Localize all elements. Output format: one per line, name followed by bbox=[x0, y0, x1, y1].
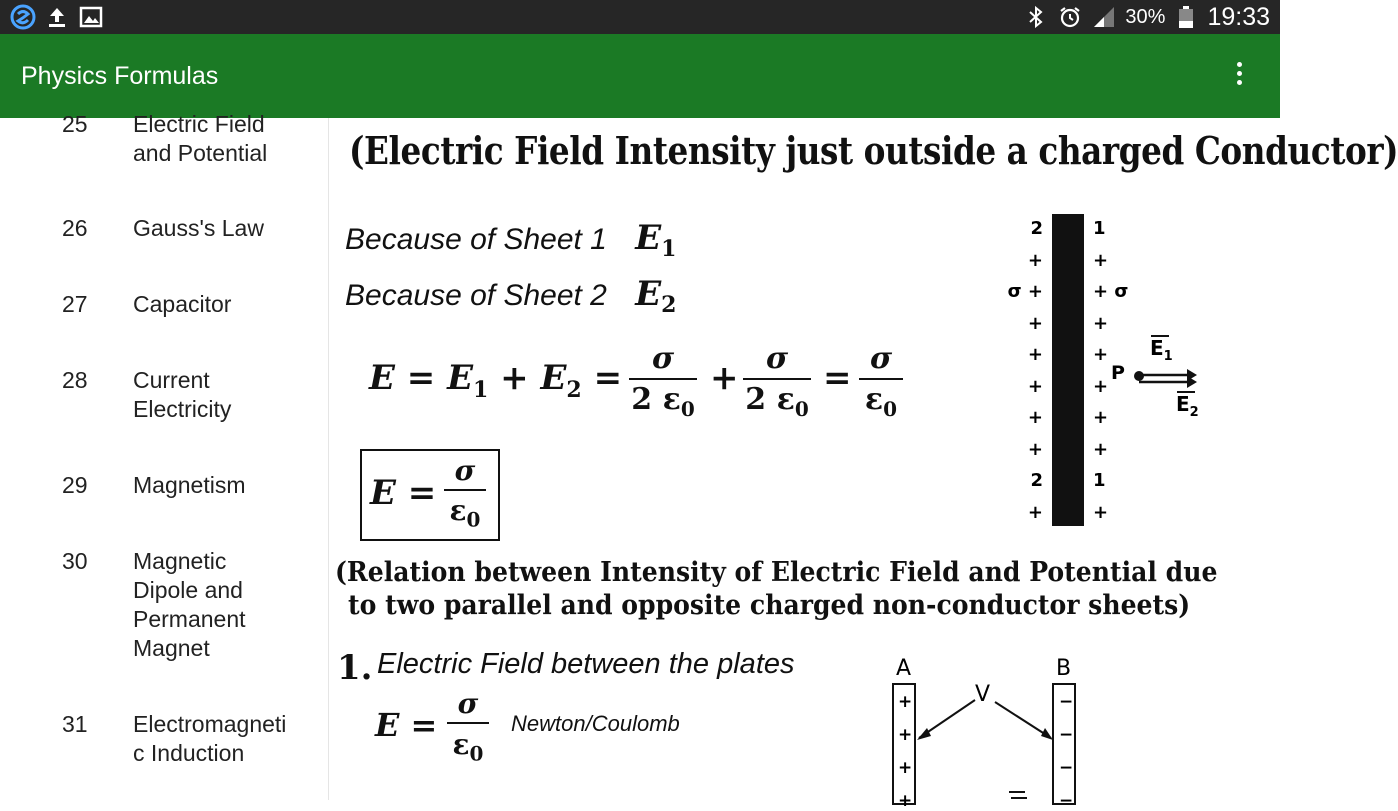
eq-equals-2: = bbox=[823, 358, 852, 398]
conductor-label: + bbox=[1027, 312, 1043, 334]
chapter-number: 31 bbox=[62, 711, 88, 737]
conductor-label: 1 bbox=[1093, 218, 1106, 239]
chapter-number: 29 bbox=[62, 472, 88, 498]
plate-sign: − bbox=[1059, 692, 1074, 712]
conductor-label: 2 bbox=[1030, 218, 1043, 239]
e2-label: $E_2$ bbox=[1176, 392, 1199, 420]
plate-sign: + bbox=[898, 791, 913, 811]
conductor-label: + bbox=[1027, 407, 1043, 428]
relation-line-1: (Relation between Intensity of Electric Field and Potential due bbox=[335, 557, 1218, 588]
because-sheet-1-sub: 1 bbox=[661, 236, 677, 262]
field-frac: σ $\varepsilon_0$ bbox=[447, 686, 489, 775]
formula-content[interactable] bbox=[329, 118, 1398, 811]
eq-plus: + bbox=[710, 358, 739, 398]
chapter-label: Gauss's Law bbox=[133, 215, 264, 241]
signal-icon bbox=[1091, 4, 1117, 30]
plate-sign: − bbox=[1059, 725, 1074, 745]
eq-frac-1: σ 2 $\varepsilon_0$ bbox=[629, 340, 697, 429]
alarm-icon bbox=[1057, 4, 1083, 30]
conductor-label: + bbox=[1093, 249, 1109, 271]
chapter-label: Magnetic Dipole and Permanent Magnet bbox=[133, 548, 246, 661]
conductor-label: + bbox=[1093, 438, 1109, 460]
relation-heading bbox=[335, 556, 1217, 622]
conductor-label: + bbox=[1093, 407, 1109, 428]
conductor-label: 2 bbox=[1030, 470, 1043, 491]
upload-icon bbox=[44, 4, 70, 30]
plate-b-label: B bbox=[1056, 656, 1072, 681]
plate-sign: − bbox=[1059, 758, 1074, 778]
chapter-number: 30 bbox=[62, 548, 88, 574]
field-unit: Newton/Coulomb bbox=[511, 711, 680, 736]
because-sheet-2-symbol: E bbox=[635, 274, 662, 314]
chapter-number: 25 bbox=[62, 111, 88, 137]
plate-a-label: A bbox=[896, 656, 912, 681]
conductor-label: + σ bbox=[1093, 281, 1129, 302]
chapter-number: 26 bbox=[62, 215, 88, 241]
clock: 19:33 bbox=[1207, 2, 1270, 31]
bluetooth-icon bbox=[1023, 4, 1049, 30]
s-app-icon bbox=[10, 4, 36, 30]
image-icon bbox=[78, 4, 104, 30]
eq-frac-3: σ $\varepsilon_0$ bbox=[859, 340, 903, 429]
chapter-label: Magnetism bbox=[133, 472, 246, 498]
plate-sign: + bbox=[898, 758, 913, 778]
chapter-label: Current Electricity bbox=[133, 367, 232, 422]
boxed-lhs: E = bbox=[370, 473, 437, 513]
eq-frac-2: σ 2 $\varepsilon_0$ bbox=[743, 340, 811, 429]
chapter-label: Electromagnetic Induction bbox=[133, 711, 287, 766]
status-bar bbox=[0, 0, 1280, 34]
conductor-label: + bbox=[1027, 375, 1043, 397]
plate-sign: + bbox=[898, 692, 913, 712]
conductor-diagram bbox=[999, 212, 1269, 532]
point-p-label: P bbox=[1111, 362, 1125, 384]
because-sheet-2 bbox=[345, 274, 676, 318]
app-bar bbox=[0, 34, 1280, 118]
chapter-list bbox=[0, 111, 329, 800]
because-sheet-1-symbol: E bbox=[635, 218, 662, 258]
conductor-label: + bbox=[1027, 501, 1043, 523]
conductor-label: + bbox=[1027, 438, 1043, 460]
because-sheet-2-text: Because of Sheet 2 bbox=[345, 279, 607, 312]
conductor-label: + bbox=[1093, 501, 1109, 523]
conductor-label: + bbox=[1093, 375, 1109, 397]
conductor-label: + bbox=[1027, 344, 1043, 365]
conductor-label: + bbox=[1093, 312, 1109, 334]
because-sheet-2-sub: 2 bbox=[661, 292, 677, 318]
because-sheet-1 bbox=[345, 218, 676, 262]
chapter-label: Electric Field and Potential bbox=[133, 111, 268, 166]
voltage-label: V bbox=[975, 682, 991, 707]
eq-lhs: $E = E_1 + E_2$ = bbox=[369, 358, 623, 403]
conductor-label: + bbox=[1027, 249, 1043, 271]
step-label: Electric Field between the plates bbox=[377, 648, 795, 680]
battery-percent: 30% bbox=[1125, 5, 1166, 28]
more-vert-icon[interactable] bbox=[1222, 62, 1256, 92]
conductor-label: + bbox=[1093, 344, 1109, 365]
plates-svg bbox=[885, 652, 1085, 802]
conductor-label: σ + bbox=[1007, 281, 1043, 302]
app-title: Physics Formulas bbox=[21, 62, 219, 90]
chapter-number: 27 bbox=[62, 291, 88, 317]
chapter-label: Capacitor bbox=[133, 291, 232, 317]
conductor-label: 1 bbox=[1093, 470, 1106, 491]
plate-sign: + bbox=[898, 725, 913, 745]
step-number: 1. bbox=[337, 648, 373, 688]
field-lhs: E = bbox=[375, 706, 438, 744]
boxed-result bbox=[360, 449, 500, 541]
plates-diagram bbox=[885, 652, 1085, 811]
e1-label: $E_1$ bbox=[1150, 336, 1173, 364]
section-title: (Electric Field Intensity just outside a charged Conductor) bbox=[349, 128, 1398, 173]
relation-line-2: to two parallel and opposite charged non-conductor sheets) bbox=[348, 590, 1191, 621]
because-sheet-1-text: Because of Sheet 1 bbox=[345, 223, 607, 256]
plate-sign: − bbox=[1059, 791, 1074, 811]
battery-icon bbox=[1173, 4, 1199, 30]
boxed-frac: σ $\varepsilon_0$ bbox=[444, 453, 486, 540]
chapter-number: 28 bbox=[62, 367, 88, 393]
